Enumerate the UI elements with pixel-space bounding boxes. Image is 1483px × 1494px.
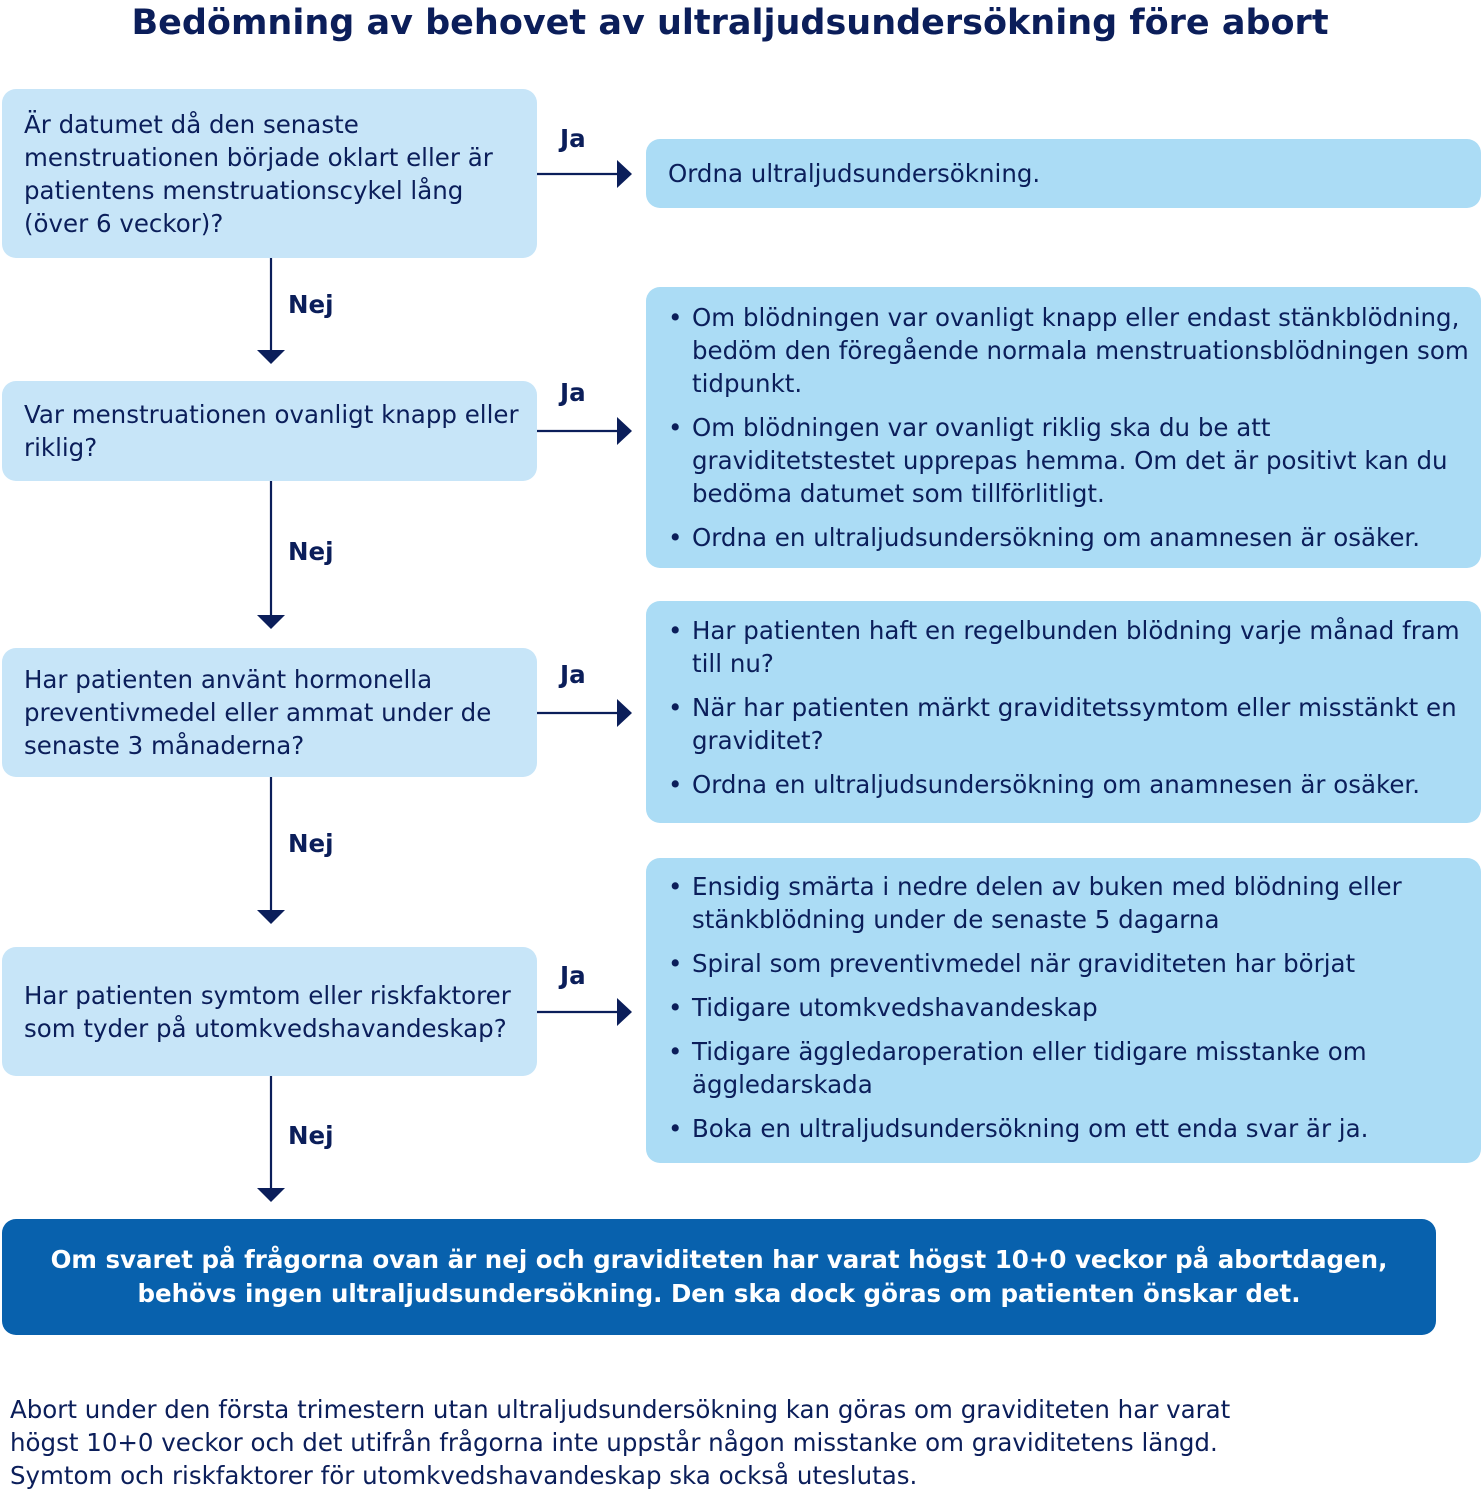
- answer-3-item: • När har patienten märkt graviditetssymtom eller misstänkt en graviditet?: [648, 691, 1471, 757]
- arrowhead-no-3: [257, 910, 285, 924]
- arrowhead-yes-2: [617, 417, 632, 445]
- question-1-text: Är datumet då den senaste menstruationen började oklart eller är patientens menstruationscykel lång (över 6 veckor)?: [24, 109, 493, 238]
- arrowhead-no-4: [257, 1188, 285, 1202]
- conclusion-line-2: behövs ingen ultraljudsundersökning. Den ska dock göras om patienten önskar det.: [137, 1279, 1301, 1308]
- conclusion-box: [2, 1219, 1436, 1335]
- footnote: [10, 1393, 1450, 1492]
- arrowhead-no-1: [257, 350, 285, 364]
- arrowhead-yes-4: [617, 998, 632, 1026]
- answer-4-item: • Ensidig smärta i nedre delen av buken med blödning eller stänkblödning under de senaste 5 dagarna: [648, 870, 1471, 936]
- answer-4-item: • Tidigare utomkvedshavandeskap: [648, 991, 1471, 1024]
- yes-label-3: Ja: [560, 660, 586, 689]
- question-3-text: Har patienten använt hormonella preventivmedel eller ammat under de senaste 3 månaderna?: [24, 665, 492, 760]
- question-2-text: Var menstruationen ovanligt knapp eller riklig?: [24, 400, 519, 462]
- answer-4-item: • Boka en ultraljudsundersökning om ett enda svar är ja.: [648, 1112, 1471, 1145]
- answer-box-1: [646, 139, 1481, 208]
- no-label-2: Nej: [288, 537, 334, 566]
- answer-4-item: • Spiral som preventivmedel när graviditeten har börjat: [648, 947, 1471, 980]
- answer-3-list: [648, 614, 1471, 801]
- yes-label-1: Ja: [560, 124, 586, 153]
- question-4-text: Har patienten symtom eller riskfaktorer som tyder på utomkvedshavandeskap?: [24, 980, 511, 1043]
- footnote-line-3: Symtom och riskfaktorer för utomkvedshavandeskap ska också uteslutas.: [10, 1461, 918, 1490]
- no-label-3: Nej: [288, 829, 334, 858]
- answer-2-item: • Om blödningen var ovanligt knapp eller endast stänkblödning, bedöm den föregående normala menstruationsblödningen som tidpunkt.: [648, 301, 1471, 400]
- conclusion-line-1: Om svaret på frågorna ovan är nej och graviditeten har varat högst 10+0 veckor på abortdagen,: [50, 1245, 1388, 1274]
- answer-box-3: [646, 601, 1481, 823]
- answer-3-item: • Har patienten haft en regelbunden blödning varje månad fram till nu?: [648, 614, 1471, 680]
- answer-2-list: [648, 301, 1471, 554]
- answer-4-item: • Tidigare äggledaroperation eller tidigare misstanke om äggledarskada: [648, 1035, 1471, 1101]
- question-box-4: [2, 947, 537, 1076]
- answer-4-list: [648, 870, 1471, 1145]
- page-title: Bedömning av behovet av ultraljudsundersökning före abort: [131, 3, 1329, 43]
- answer-3-item: • Ordna en ultraljudsundersökning om anamnesen är osäker.: [648, 768, 1471, 801]
- question-box-2: [2, 381, 537, 481]
- answer-2-item: • Om blödningen var ovanligt riklig ska du be att graviditetstestet upprepas hemma. Om det är positivt kan du bedöma datumet som tillförlitligt.: [648, 411, 1471, 510]
- answer-box-2: [646, 287, 1481, 568]
- answer-1-text: Ordna ultraljudsundersökning.: [668, 159, 1041, 188]
- answer-2-item: • Ordna en ultraljudsundersökning om anamnesen är osäker.: [648, 521, 1471, 554]
- answer-box-4: [646, 858, 1481, 1163]
- yes-label-2: Ja: [560, 378, 586, 407]
- arrowhead-yes-1: [617, 160, 632, 188]
- no-label-1: Nej: [288, 290, 334, 319]
- yes-label-4: Ja: [560, 961, 586, 990]
- footnote-line-1: Abort under den första trimestern utan ultraljudsundersökning kan göras om graviditeten har varat: [10, 1395, 1231, 1424]
- question-box-1: [2, 89, 537, 258]
- question-box-3: [2, 648, 537, 777]
- footnote-line-2: högst 10+0 veckor och det utifrån frågorna inte uppstår någon misstanke om graviditetens längd.: [10, 1428, 1218, 1457]
- no-label-4: Nej: [288, 1121, 334, 1150]
- arrowhead-yes-3: [617, 699, 632, 727]
- arrowhead-no-2: [257, 615, 285, 629]
